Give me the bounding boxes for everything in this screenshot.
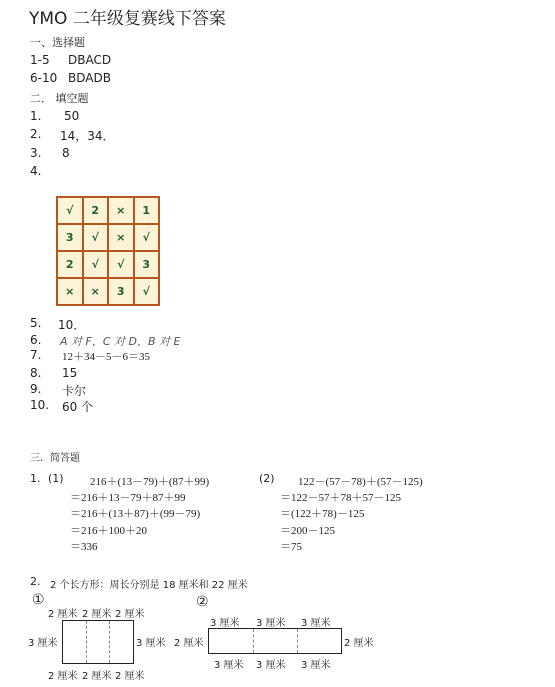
choice-range-2: 6-10	[30, 71, 58, 85]
dim-label-3cm: 3 厘米	[28, 638, 58, 649]
fill-answer-2: 14，34．	[60, 129, 115, 143]
fill-num-3: 3.	[30, 146, 42, 160]
grid-cell: √	[84, 252, 108, 277]
q1-part1-line: 216＋(13－79)＋(87＋99)	[90, 476, 210, 488]
grid-cell: 3	[58, 225, 82, 250]
divider-line	[109, 621, 110, 663]
rectangle-1	[62, 620, 134, 664]
fill-num-7: 7.	[30, 348, 42, 362]
fill-num-9: 9.	[30, 382, 42, 396]
dim-label-3cm: 3 厘米	[214, 660, 244, 671]
answer-grid	[56, 196, 160, 306]
divider-line	[253, 629, 254, 653]
grid-cell: ×	[58, 279, 82, 304]
choice-answer-2: BDADB	[68, 71, 111, 85]
q1-part2-line: 122－(57－78)＋(57－125)	[298, 476, 423, 488]
grid-cell: √	[135, 279, 159, 304]
grid-cell: 2	[84, 198, 108, 223]
q1-part2-line: ＝122－57＋78＋57－125	[280, 492, 401, 504]
grid-cell: ×	[84, 279, 108, 304]
grid-cell: √	[58, 198, 82, 223]
page-title: YMO 二年级复赛线下答案	[29, 9, 226, 29]
grid-cell: √	[84, 225, 108, 250]
fill-answer-9: 卡尔	[62, 384, 87, 398]
section-choice-heading: 一、选择题	[30, 36, 85, 49]
fill-num-10: 10.	[30, 398, 50, 412]
q2-number: 2.	[30, 575, 41, 588]
figure-1-label: ①	[32, 592, 45, 608]
divider-line	[86, 621, 87, 663]
dim-label-2cm: 2 厘米	[115, 609, 145, 620]
dim-label-3cm: 3 厘米	[301, 660, 331, 671]
fill-answer-5: 10．	[58, 318, 86, 332]
grid-cell: √	[135, 225, 159, 250]
dim-label-3cm: 3 厘米	[256, 660, 286, 671]
fill-num-8: 8.	[30, 366, 42, 380]
q1-number: 1.	[30, 472, 41, 485]
q1-part1-line: ＝216＋100＋20	[70, 525, 147, 537]
fill-answer-6: A 对 F，C 对 D，B 对 E	[60, 335, 181, 348]
grid-cell: 3	[135, 252, 159, 277]
section-short-answer-heading: 三．简答题	[30, 453, 80, 464]
grid-cell: ×	[109, 198, 133, 223]
fill-num-4: 4.	[30, 164, 42, 178]
fill-num-5: 5.	[30, 316, 42, 330]
q1-part2-line: ＝75	[280, 541, 302, 553]
fill-answer-1: 50	[64, 109, 80, 123]
q1-part1-line: ＝216＋(13＋87)＋(99－79)	[70, 508, 201, 520]
grid-cell: √	[109, 252, 133, 277]
dim-label-2cm: 2 厘米	[82, 609, 112, 620]
divider-line	[297, 629, 298, 653]
q1-part2-label: (2)	[259, 472, 275, 485]
choice-answer-1: DBACD	[68, 53, 112, 67]
fill-answer-8: 15	[62, 366, 78, 380]
choice-range-1: 1-5	[30, 53, 50, 67]
section-fill-heading: 二． 填空题	[30, 92, 89, 105]
dim-label-2cm: 2 厘米	[48, 671, 78, 682]
dim-label-3cm: 3 厘米	[301, 618, 331, 629]
fill-num-6: 6.	[30, 333, 42, 347]
dim-label-2cm: 2 厘米	[115, 671, 145, 682]
grid-cell: 1	[135, 198, 159, 223]
dim-label-2cm: 2 厘米	[344, 638, 374, 649]
fill-num-1: 1.	[30, 109, 42, 123]
dim-label-3cm: 3 厘米	[256, 618, 286, 629]
figure-2-label: ②	[196, 594, 209, 610]
rectangle-2	[208, 628, 342, 654]
fill-answer-10: 60 个	[62, 400, 94, 414]
q1-part1-label: (1)	[48, 472, 64, 485]
grid-cell: 3	[109, 279, 133, 304]
fill-answer-3: 8	[62, 146, 70, 160]
q1-part1-line: ＝216＋13－79＋87＋99	[70, 492, 186, 504]
grid-cell: ×	[109, 225, 133, 250]
dim-label-2cm: 2 厘米	[48, 609, 78, 620]
q1-part2-line: ＝(122＋78)－125	[280, 508, 365, 520]
dim-label-3cm: 3 厘米	[136, 638, 166, 649]
grid-cell: 2	[58, 252, 82, 277]
fill-answer-7: 12＋34－5－6＝35	[62, 351, 150, 363]
fill-num-2: 2.	[30, 127, 42, 141]
q1-part2-line: ＝200－125	[280, 525, 335, 537]
q2-text: 2 个长方形：周长分别是 18 厘米和 22 厘米	[50, 580, 248, 591]
dim-label-2cm: 2 厘米	[82, 671, 112, 682]
dim-label-2cm: 2 厘米	[174, 638, 204, 649]
dim-label-3cm: 3 厘米	[210, 618, 240, 629]
q1-part1-line: ＝336	[70, 541, 98, 553]
